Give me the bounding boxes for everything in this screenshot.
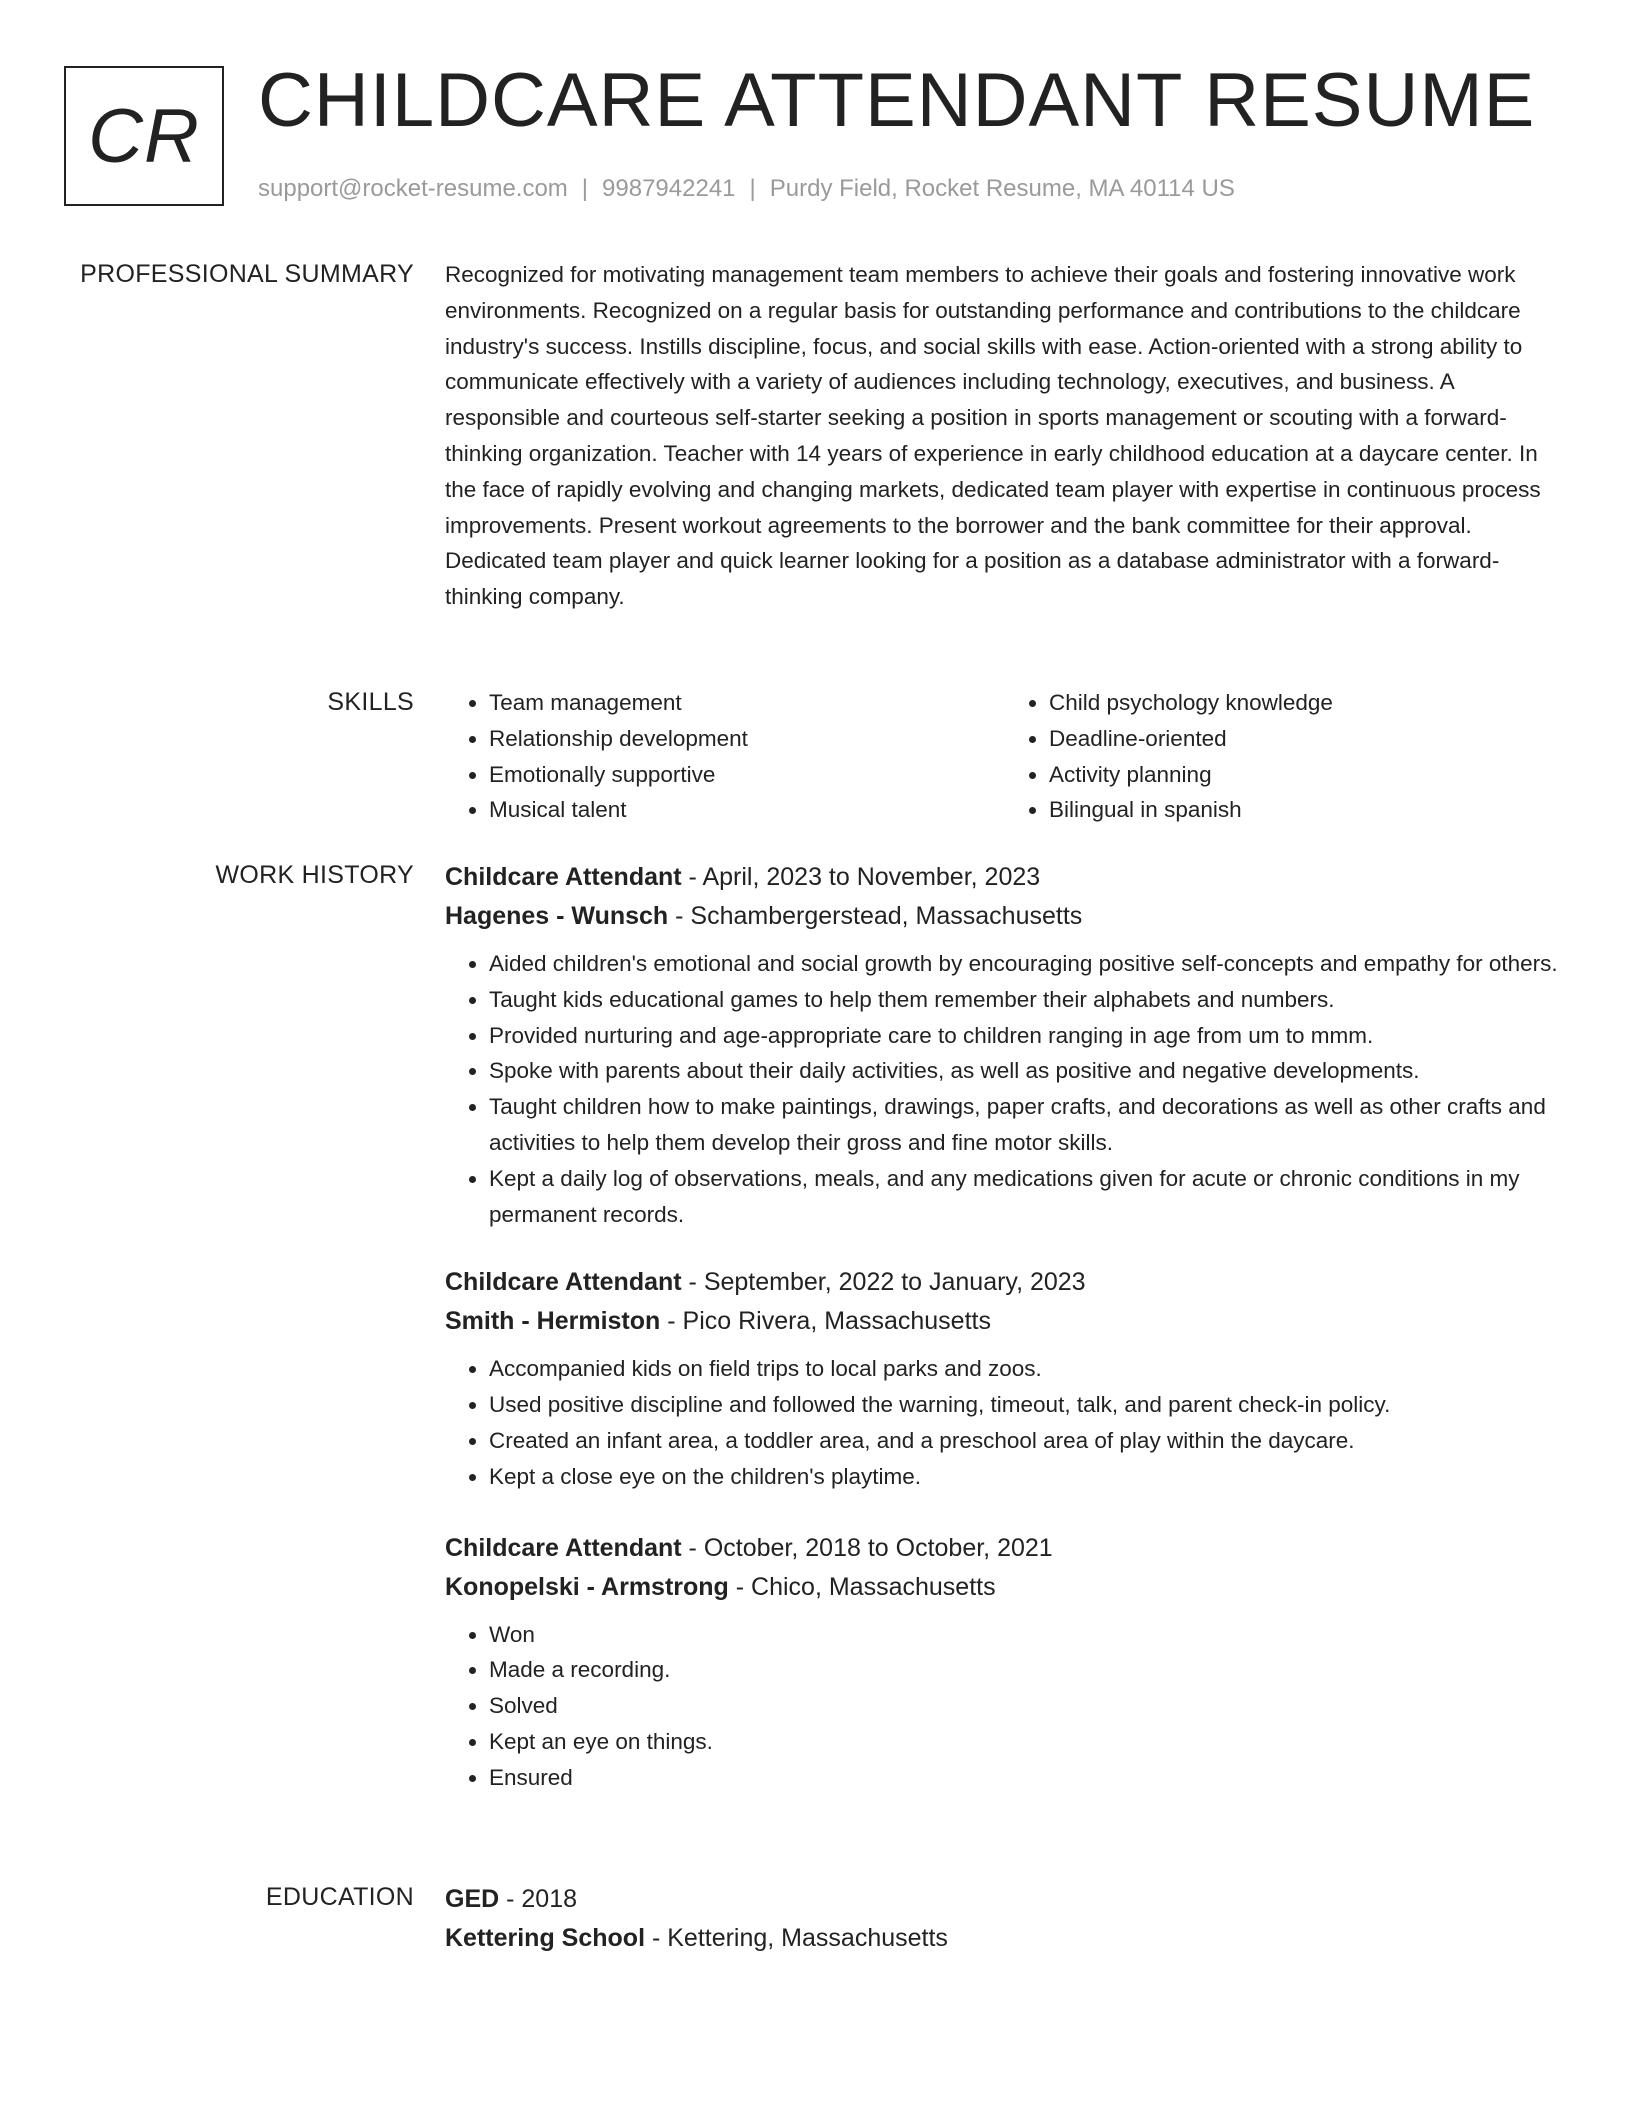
job-bullet: • Made a recording. (489, 1652, 1565, 1688)
skill-item: • Deadline-oriented (1049, 721, 1565, 757)
job-title-line (445, 858, 1565, 897)
education-school-line (445, 1919, 1565, 1958)
job-bullet: • Aided children's emotional and social growth by encouraging positive self-concepts and empathy for others. (489, 946, 1565, 982)
job-bullet: • Ensured (489, 1760, 1565, 1796)
job-company-line (445, 1302, 1565, 1341)
job-bullet: • Taught children how to make paintings, drawings, paper crafts, and decorations as well as other crafts and activities to help them develop their gross and fine motor skills. (489, 1089, 1565, 1161)
dash: - (660, 1307, 683, 1336)
dash: - (681, 1268, 704, 1297)
job-title-line (445, 1263, 1565, 1302)
contact-line (258, 172, 1235, 206)
job-company-line (445, 1568, 1565, 1607)
summary-text: Recognized for motivating management team members to achieve their goals and fostering innovative work environments. Recognized on a regular basis for outstanding performance and contributions to the childcare industry's success. Instills discipline, focus, and social skills with ease. Action-oriented with a strong ability to communicate effectively with a variety of audiences including technology, executives, and business. A responsible and courteous self-starter seeking a position in sports management or scouting with a forward-thinking organization. Teacher with 14 years of experience in early childhood education at a daycare center. In the face of rapidly evolving and changing markets, dedicated team player with expertise in continuous process improvements. Present workout agreements to the borrower and the bank committee for their approval. Dedicated team player and quick learner looking for a position as a database administrator with a forward-thinking company. (445, 262, 1541, 610)
job-bullet: • Kept a daily log of observations, meals, and any medications given for acute or chronic conditions in my permanent records. (489, 1161, 1565, 1233)
job-bullet: • Kept a close eye on the children's playtime. (489, 1459, 1565, 1495)
job-bullet: • Provided nurturing and age-appropriate care to children ranging in age from um to mmm. (489, 1018, 1565, 1054)
job-company-line (445, 897, 1565, 936)
job-entry (445, 1263, 1565, 1494)
contact-email[interactable]: support@rocket-resume.com (258, 175, 568, 202)
education-degree-line (445, 1880, 1565, 1919)
contact-address: Purdy Field, Rocket Resume, MA 40114 US (769, 175, 1235, 202)
skill-item: • Bilingual in spanish (1049, 792, 1565, 828)
job-bullet: • Kept an eye on things. (489, 1724, 1565, 1760)
job-bullet: • Taught kids educational games to help them remember their alphabets and numbers. (489, 982, 1565, 1018)
job-bullet: • Won (489, 1617, 1565, 1653)
job-bullet: • Created an infant area, a toddler area, and a preschool area of play within the daycare. (489, 1423, 1565, 1459)
monogram-logo: CR (64, 66, 224, 206)
job-title: Childcare Attendant (445, 863, 682, 891)
job-company: Konopelski - Armstrong (445, 1572, 729, 1601)
job-dates: April, 2023 to November, 2023 (702, 863, 1041, 891)
job-title: Childcare Attendant (445, 1268, 682, 1297)
job-bullet: • Solved (489, 1688, 1565, 1724)
dash: - (668, 902, 691, 930)
skills-column-right (1005, 685, 1565, 828)
work-history-body (445, 858, 1565, 1796)
job-location: Schambergerstead, Massachusetts (690, 902, 1083, 930)
education-location: Kettering, Massachusetts (667, 1924, 948, 1952)
job-dates: September, 2022 to January, 2023 (703, 1268, 1086, 1297)
skills-column-left (445, 685, 1005, 828)
education-body (445, 1880, 1565, 1958)
skill-item: • Activity planning (1049, 757, 1565, 793)
job-company: Hagenes - Wunsch (445, 902, 669, 930)
dash: - (645, 1924, 668, 1952)
skills-list (445, 685, 1565, 828)
job-location: Pico Rivera, Massachusetts (682, 1307, 991, 1336)
skill-item: • Team management (489, 685, 1005, 721)
section-label-skills: SKILLS (327, 688, 414, 716)
page-title: CHILDCARE ATTENDANT RESUME (258, 58, 1536, 143)
dash: - (499, 1885, 522, 1913)
skill-item: • Emotionally supportive (489, 757, 1005, 793)
education-degree: GED (445, 1885, 500, 1913)
job-entry (445, 1529, 1565, 1796)
job-bullet: • Used positive discipline and followed the warning, timeout, talk, and parent check-in policy. (489, 1387, 1565, 1423)
job-bullets (445, 946, 1565, 1232)
dash: - (728, 1572, 752, 1601)
contact-separator: | (749, 175, 756, 202)
job-bullets (445, 1617, 1565, 1796)
section-label-summary: PROFESSIONAL SUMMARY (80, 260, 414, 288)
job-entry (445, 858, 1565, 1232)
job-location: Chico, Massachusetts (751, 1572, 996, 1601)
contact-phone[interactable]: 9987942241 (602, 175, 736, 202)
job-dates: October, 2018 to October, 2021 (703, 1533, 1053, 1562)
section-label-education: EDUCATION (265, 1883, 414, 1911)
education-year: 2018 (521, 1885, 578, 1913)
dash: - (681, 863, 703, 891)
job-bullet: • Spoke with parents about their daily activities, as well as positive and negative developments. (489, 1053, 1565, 1089)
job-title-line (445, 1529, 1565, 1568)
job-company: Smith - Hermiston (445, 1307, 661, 1336)
skill-item: • Musical talent (489, 792, 1005, 828)
summary-body (445, 257, 1565, 615)
skill-item: • Child psychology knowledge (1049, 685, 1565, 721)
job-bullets (445, 1351, 1565, 1494)
education-school: Kettering School (445, 1924, 646, 1952)
job-title: Childcare Attendant (445, 1533, 682, 1562)
job-bullet: • Accompanied kids on field trips to local parks and zoos. (489, 1351, 1565, 1387)
dash: - (681, 1533, 704, 1562)
section-label-work-history: WORK HISTORY (215, 861, 414, 889)
contact-separator: | (581, 175, 589, 202)
skill-item: • Relationship development (489, 721, 1005, 757)
